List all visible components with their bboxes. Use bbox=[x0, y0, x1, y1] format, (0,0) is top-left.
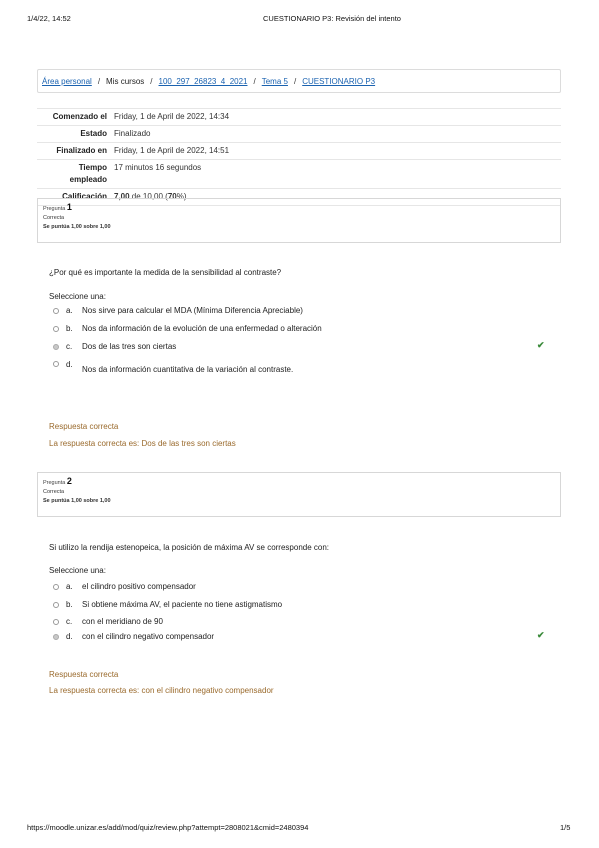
summary-value: 17 minutos 16 segundos bbox=[114, 163, 202, 172]
radio-button[interactable] bbox=[53, 361, 59, 367]
summary-key: Comenzado el bbox=[52, 112, 107, 121]
answer-option[interactable] bbox=[53, 360, 293, 374]
feedback-correct-answer: La respuesta correcta es: Dos de las tres son ciertas bbox=[49, 439, 236, 448]
option-text: Nos da información de la evolución de una enfermedad o alteración bbox=[82, 324, 322, 333]
breadcrumb-mis-cursos: Mis cursos bbox=[106, 76, 145, 86]
summary-row-started bbox=[37, 108, 561, 125]
answer-prompt: Seleccione una: bbox=[49, 566, 106, 575]
feedback-correct-answer: La respuesta correcta es: con el cilindro negativo compensador bbox=[49, 686, 274, 695]
summary-key: Tiempo empleado bbox=[69, 163, 107, 184]
option-text: con el meridiano de 90 bbox=[82, 617, 163, 626]
answer-option[interactable] bbox=[53, 324, 322, 333]
breadcrumb-tema[interactable]: Tema 5 bbox=[261, 76, 288, 86]
breadcrumb bbox=[37, 69, 561, 93]
radio-button-selected[interactable] bbox=[53, 344, 59, 350]
grade-percent: 70 bbox=[167, 192, 177, 201]
answer-option[interactable] bbox=[53, 617, 163, 626]
question-label: Pregunta bbox=[43, 480, 66, 486]
answer-option[interactable] bbox=[53, 582, 196, 591]
breadcrumb-course[interactable]: 100_297_26823_4_2021 bbox=[158, 76, 248, 86]
check-icon: ✔ bbox=[537, 630, 545, 640]
print-datetime: 1/4/22, 14:52 bbox=[27, 14, 71, 23]
breadcrumb-separator: / bbox=[97, 76, 101, 86]
feedback-title: Respuesta correcta bbox=[49, 422, 119, 431]
question-number-value: 2 bbox=[66, 476, 72, 486]
option-text: el cilindro positivo compensador bbox=[82, 582, 196, 591]
print-url: https://moodle.unizar.es/add/mod/quiz/review.php?attempt=2808021&cmid=2480394 bbox=[27, 823, 309, 832]
radio-button[interactable] bbox=[53, 326, 59, 332]
option-letter: a. bbox=[66, 582, 73, 591]
option-letter: c. bbox=[66, 617, 73, 626]
option-text: Nos da información cuantitativa de la variación al contraste. bbox=[82, 365, 294, 374]
radio-button[interactable] bbox=[53, 308, 59, 314]
question-mark: Se puntúa 1,00 sobre 1,00 bbox=[43, 224, 111, 230]
breadcrumb-quiz[interactable]: CUESTIONARIO P3 bbox=[302, 76, 376, 86]
summary-key: Estado bbox=[80, 129, 107, 138]
print-title: CUESTIONARIO P3: Revisión del intento bbox=[263, 14, 401, 23]
option-letter: b. bbox=[66, 600, 73, 609]
option-text: Si obtiene máxima AV, el paciente no tiene astigmatismo bbox=[82, 600, 283, 609]
summary-value: Friday, 1 de April de 2022, 14:51 bbox=[114, 146, 230, 155]
summary-value: Finalizado bbox=[114, 129, 151, 138]
question-number-value: 1 bbox=[66, 202, 72, 212]
question-number bbox=[43, 476, 555, 486]
answer-option[interactable] bbox=[53, 306, 303, 315]
radio-button[interactable] bbox=[53, 584, 59, 590]
option-text: Nos sirve para calcular el MDA (Mínima Diferencia Apreciable) bbox=[82, 306, 303, 315]
breadcrumb-area-personal[interactable]: Área personal bbox=[42, 76, 92, 86]
summary-key: Finalizado en bbox=[56, 146, 107, 155]
answer-option-selected[interactable] bbox=[53, 632, 214, 641]
attempt-summary-table bbox=[37, 108, 561, 206]
radio-button-selected[interactable] bbox=[53, 634, 59, 640]
question-number bbox=[43, 202, 555, 212]
grade-suffix: %) bbox=[176, 192, 187, 201]
question-info-box bbox=[37, 198, 561, 243]
answer-option[interactable] bbox=[53, 600, 282, 609]
summary-row-time bbox=[37, 159, 561, 188]
question-mark: Se puntúa 1,00 sobre 1,00 bbox=[43, 498, 111, 504]
breadcrumb-separator: / bbox=[293, 76, 297, 86]
radio-button[interactable] bbox=[53, 602, 59, 608]
summary-key: Calificación bbox=[62, 192, 107, 201]
feedback-title: Respuesta correcta bbox=[49, 670, 119, 679]
option-letter: d. bbox=[66, 360, 73, 369]
summary-value: Friday, 1 de April de 2022, 14:34 bbox=[114, 112, 230, 121]
summary-row-finished bbox=[37, 142, 561, 159]
question-text: ¿Por qué es importante la medida de la sensibilidad al contraste? bbox=[49, 268, 282, 277]
breadcrumb-separator: / bbox=[150, 76, 153, 86]
print-page-number: 1/5 bbox=[560, 823, 571, 832]
option-letter: c. bbox=[66, 342, 73, 351]
answer-option-selected[interactable] bbox=[53, 342, 176, 351]
question-state: Correcta bbox=[43, 215, 65, 221]
question-label: Pregunta bbox=[43, 206, 66, 212]
option-letter: d. bbox=[66, 632, 73, 641]
answer-prompt: Seleccione una: bbox=[49, 292, 106, 301]
option-letter: b. bbox=[66, 324, 73, 333]
summary-row-state bbox=[37, 125, 561, 142]
question-state: Correcta bbox=[43, 489, 65, 495]
check-icon: ✔ bbox=[537, 340, 545, 350]
breadcrumb-separator: / bbox=[253, 76, 256, 86]
option-text: con el cilindro negativo compensador bbox=[82, 632, 215, 641]
grade-score: 7,00 bbox=[114, 192, 130, 201]
grade-total: de 10,00 ( bbox=[129, 192, 168, 201]
question-info-box bbox=[37, 472, 561, 517]
option-letter: a. bbox=[66, 306, 73, 315]
question-text: Si utilizo la rendija estenopeica, la posición de máxima AV se corresponde con: bbox=[49, 543, 330, 552]
radio-button[interactable] bbox=[53, 619, 59, 625]
option-text: Dos de las tres son ciertas bbox=[82, 342, 177, 351]
